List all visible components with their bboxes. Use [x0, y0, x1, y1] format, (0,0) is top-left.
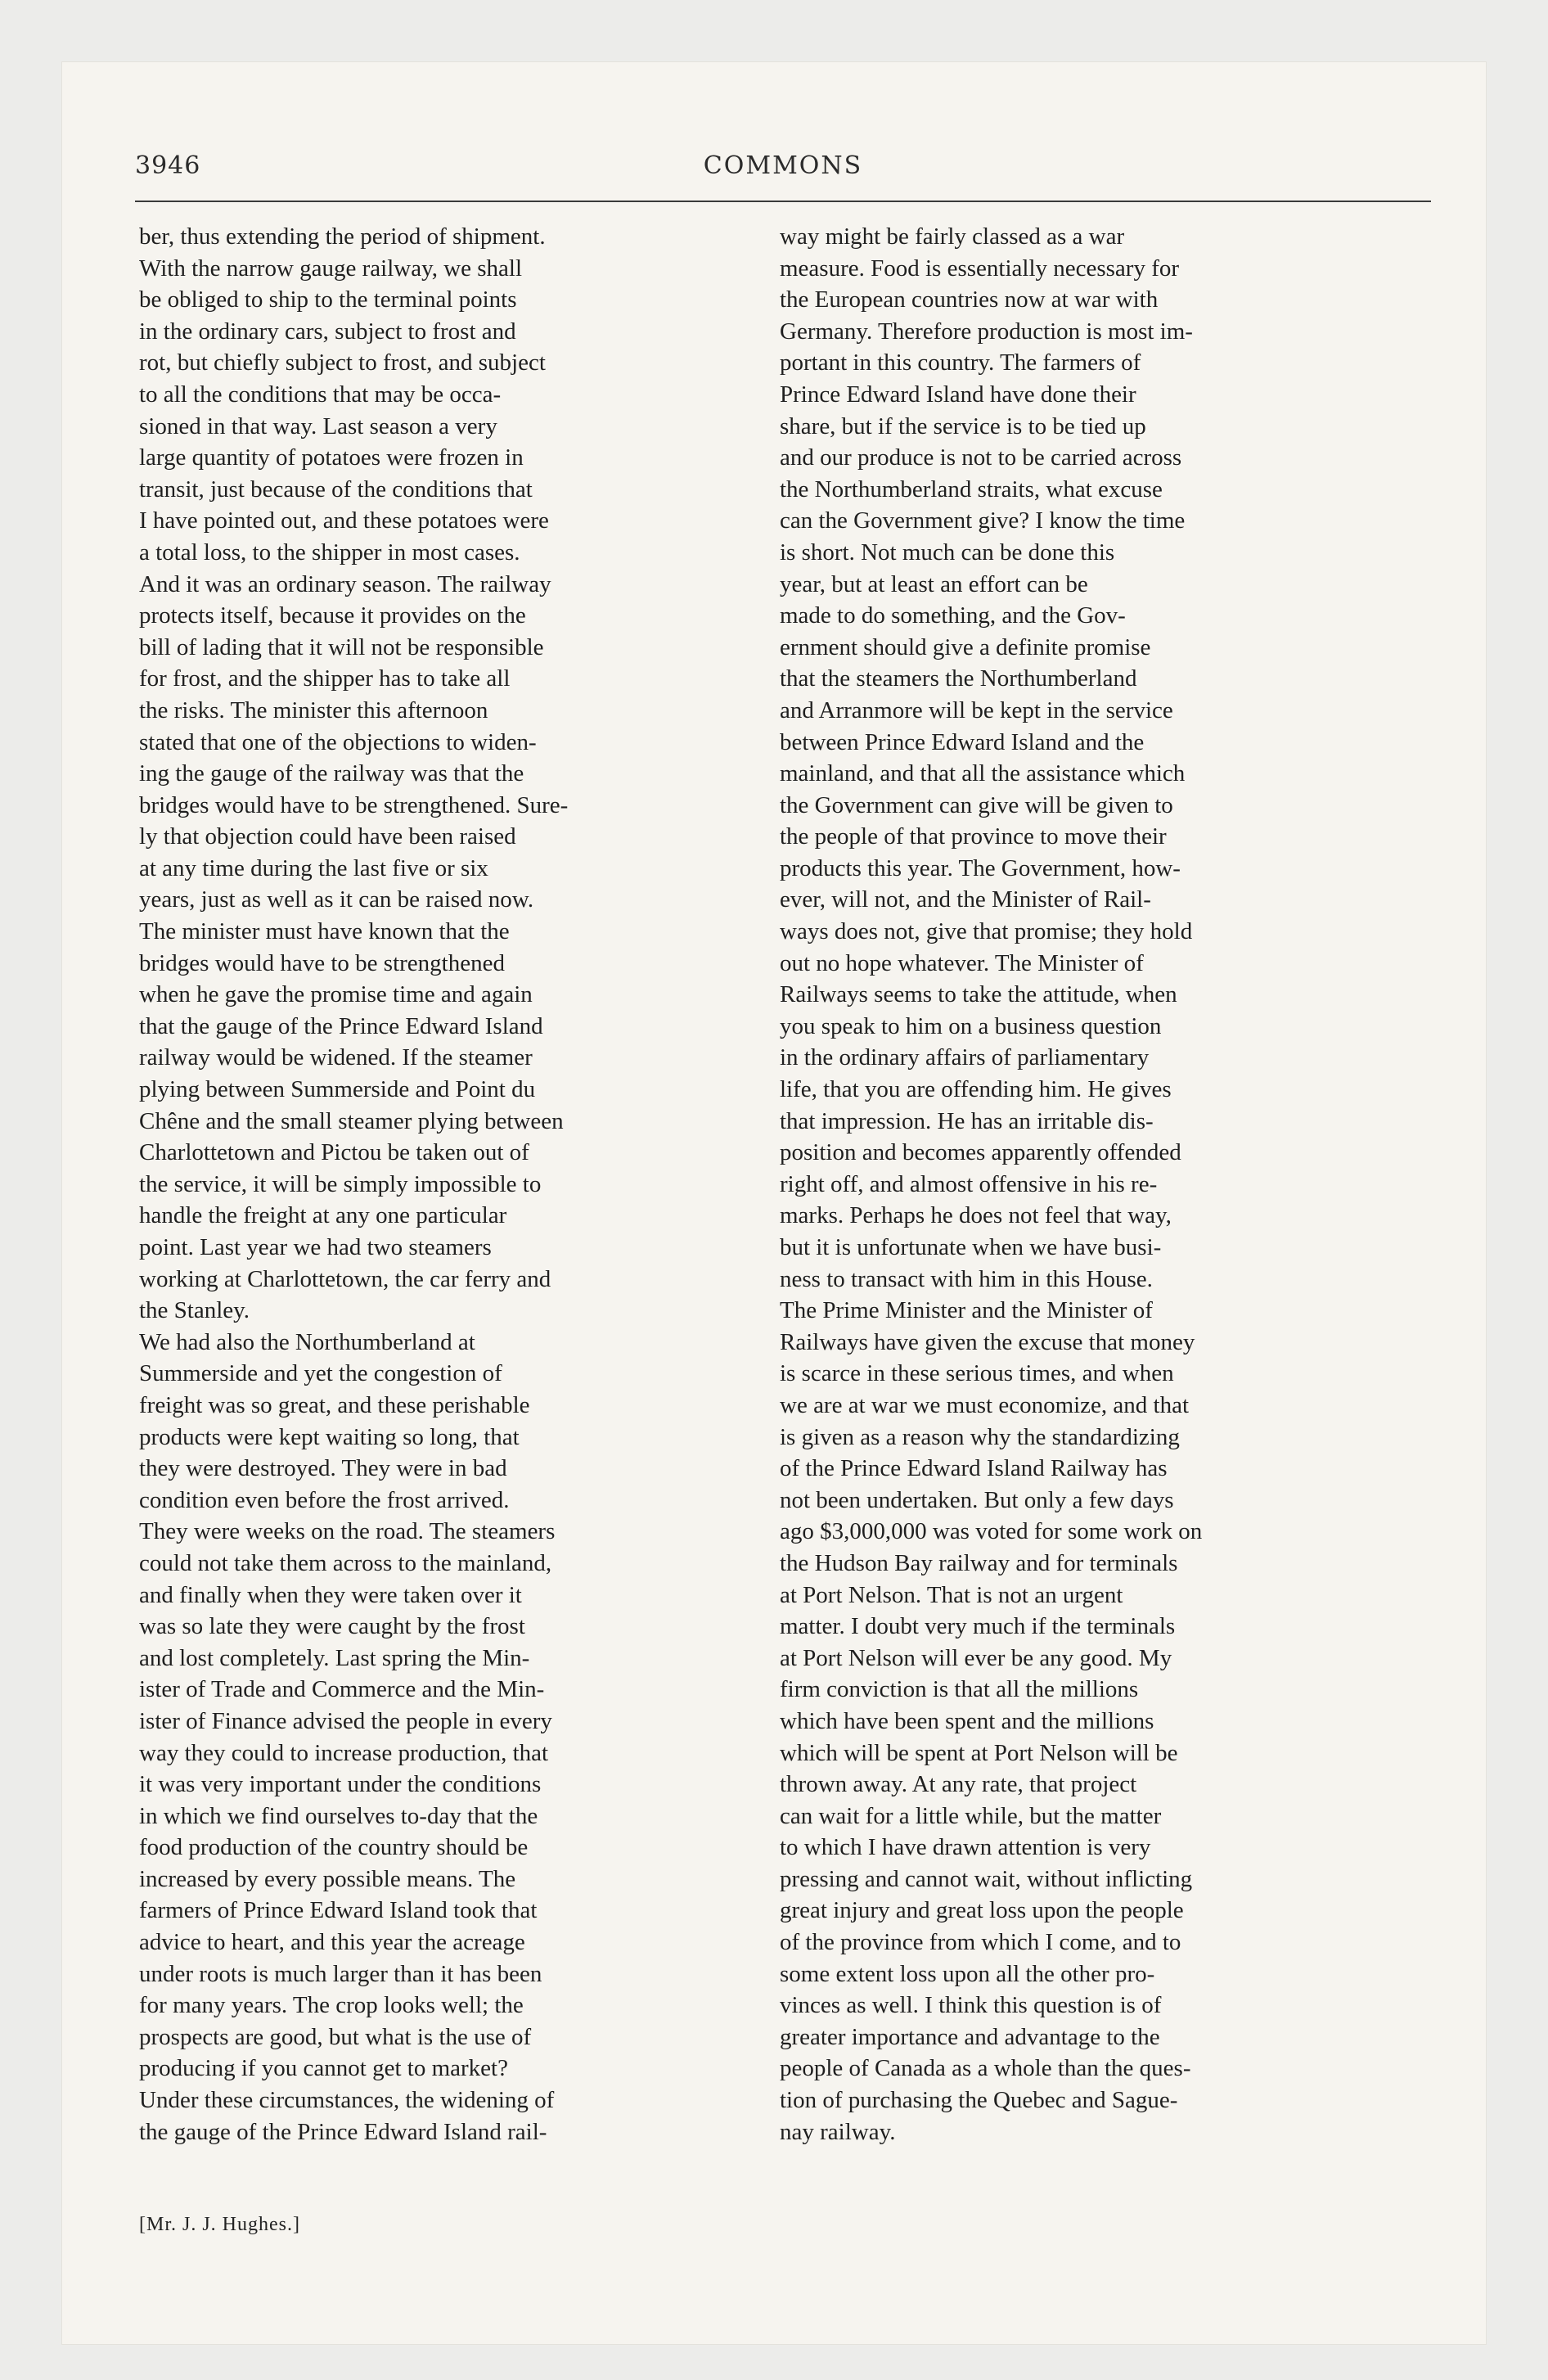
text-line: Railways seems to take the attitude, when [780, 981, 1177, 1008]
text-line: Under these circumstances, the widening of [139, 2087, 555, 2114]
text-line: Charlottetown and Pictou be taken out of [139, 1139, 529, 1166]
text-line: the Hudson Bay railway and for terminals [780, 1549, 1178, 1576]
text-line: the people of that province to move their [780, 823, 1167, 850]
text-line: was so late they were caught by the frost [139, 1613, 525, 1640]
text-line: and Arranmore will be kept in the service [780, 696, 1173, 723]
text-line: products were kept waiting so long, that [139, 1423, 520, 1450]
text-line: nay railway. [780, 2118, 896, 2145]
text-line: the gauge of the Prince Edward Island rail- [139, 2118, 547, 2145]
text-line: ever, will not, and the Minister of Rail- [780, 886, 1151, 913]
text-line: measure. Food is essentially necessary for [780, 255, 1180, 282]
text-line: that the steamers the Northumberland [780, 665, 1137, 692]
left-column [139, 221, 745, 2148]
text-line: thrown away. At any rate, that project [780, 1771, 1137, 1798]
text-line: marks. Perhaps he does not feel that way, [780, 1202, 1172, 1229]
text-line: ly that objection could have been raised [139, 823, 516, 850]
text-line: can the Government give? I know the time [780, 507, 1186, 534]
text-line: Chêne and the small steamer plying between [139, 1107, 564, 1134]
text-line: the Northumberland straits, what excuse [780, 476, 1163, 503]
text-line: share, but if the service is to be tied up [780, 412, 1146, 439]
text-line: The minister must have known that the [139, 918, 510, 945]
text-line: when he gave the promise time and again [139, 981, 533, 1008]
text-line: in the ordinary affairs of parliamentary [780, 1044, 1150, 1071]
text-line: I have pointed out, and these potatoes were [139, 507, 549, 534]
text-line: pressing and cannot wait, without inflicting [780, 1865, 1193, 1892]
text-line: a total loss, to the shipper in most cases. [139, 539, 520, 566]
text-line: at any time during the last five or six [139, 854, 488, 881]
running-title: COMMONS [703, 151, 863, 180]
text-line: could not take them across to the mainland, [139, 1549, 552, 1576]
text-line: we are at war we must economize, and that [780, 1391, 1190, 1418]
text-line: handle the freight at any one particular [139, 1202, 507, 1229]
text-line: We had also the Northumberland at [139, 1328, 475, 1355]
text-line: out no hope whatever. The Minister of [780, 949, 1144, 976]
text-line: that the gauge of the Prince Edward Island [139, 1012, 543, 1039]
text-line: And it was an ordinary season. The railway [139, 570, 551, 597]
text-line: the Government can give will be given to [780, 791, 1173, 818]
text-line: great injury and great loss upon the people [780, 1897, 1184, 1924]
text-line: transit, just because of the conditions that [139, 476, 533, 503]
text-line: they were destroyed. They were in bad [139, 1455, 507, 1482]
text-line: ness to transact with him in this House. [780, 1265, 1153, 1292]
text-line: stated that one of the objections to widen- [139, 728, 537, 755]
text-line: can wait for a little while, but the matter [780, 1802, 1162, 1829]
text-line: condition even before the frost arrived. [139, 1486, 510, 1513]
text-line: people of Canada as a whole than the ques- [780, 2055, 1191, 2082]
text-line: bill of lading that it will not be responsible [139, 633, 544, 660]
text-line: The Prime Minister and the Minister of [780, 1297, 1153, 1324]
text-line: They were weeks on the road. The steamers [139, 1518, 556, 1545]
text-line: bridges would have to be strengthened. Sure- [139, 791, 569, 818]
text-line: at Port Nelson. That is not an urgent [780, 1581, 1123, 1608]
text-line: at Port Nelson will ever be any good. My [780, 1644, 1172, 1671]
text-line: and finally when they were taken over it [139, 1581, 522, 1608]
text-line: which will be spent at Port Nelson will be [780, 1739, 1178, 1766]
text-line: to which I have drawn attention is very [780, 1834, 1151, 1861]
text-line: advice to heart, and this year the acreage [139, 1929, 525, 1956]
text-line: point. Last year we had two steamers [139, 1234, 492, 1260]
text-line: ister of Trade and Commerce and the Min- [139, 1676, 545, 1703]
text-line: prospects are good, but what is the use of [139, 2023, 532, 2050]
text-line: the European countries now at war with [780, 286, 1159, 313]
text-line: ing the gauge of the railway was that the [139, 760, 524, 787]
text-line: for many years. The crop looks well; the [139, 1992, 524, 2019]
text-line: matter. I doubt very much if the terminals [780, 1613, 1176, 1640]
text-line: firm conviction is that all the millions [780, 1676, 1139, 1703]
text-line: of the Prince Edward Island Railway has [780, 1455, 1168, 1482]
text-line: in the ordinary cars, subject to frost and [139, 318, 516, 345]
text-line: the Stanley. [139, 1297, 250, 1324]
text-line: farmers of Prince Edward Island took that [139, 1897, 538, 1924]
text-line: way they could to increase production, that [139, 1739, 549, 1766]
page [61, 61, 1487, 2345]
text-line: tion of purchasing the Quebec and Sague- [780, 2087, 1178, 2114]
text-line: year, but at least an effort can be [780, 570, 1088, 597]
text-line: greater importance and advantage to the [780, 2023, 1160, 2050]
text-line: in which we find ourselves to-day that the [139, 1802, 538, 1829]
text-line: producing if you cannot get to market? [139, 2055, 508, 2082]
text-line: plying between Summerside and Point du [139, 1076, 536, 1103]
text-line: ago $3,000,000 was voted for some work on [780, 1518, 1203, 1545]
page-number: 3946 [135, 151, 201, 180]
text-line: vinces as well. I think this question is of [780, 1992, 1162, 2019]
text-line: is given as a reason why the standardizing [780, 1423, 1180, 1450]
text-line: freight was so great, and these perishable [139, 1391, 530, 1418]
text-line: railway would be widened. If the steamer [139, 1044, 533, 1071]
text-line: the service, it will be simply impossible to [139, 1170, 542, 1197]
text-line: of the province from which I come, and to [780, 1929, 1181, 1956]
text-line: working at Charlottetown, the car ferry and [139, 1265, 551, 1292]
text-line: increased by every possible means. The [139, 1865, 516, 1892]
text-line: sioned in that way. Last season a very [139, 412, 497, 439]
right-column [780, 221, 1418, 2148]
text-line: Prince Edward Island have done their [780, 381, 1136, 408]
text-line: bridges would have to be strengthened [139, 949, 505, 976]
text-line: is short. Not much can be done this [780, 539, 1115, 566]
text-line: protects itself, because it provides on the [139, 602, 526, 629]
text-line: is scarce in these serious times, and when [780, 1360, 1174, 1387]
text-line: food production of the country should be [139, 1834, 529, 1861]
text-line: ister of Finance advised the people in every [139, 1707, 552, 1734]
text-line: and lost completely. Last spring the Min- [139, 1644, 530, 1671]
text-line: it was very important under the conditions [139, 1771, 542, 1798]
text-line: but it is unfortunate when we have busi- [780, 1234, 1162, 1260]
speaker-attribution: [Mr. J. J. Hughes.] [139, 2214, 300, 2235]
text-line: made to do something, and the Gov- [780, 602, 1126, 629]
text-line: not been undertaken. But only a few days [780, 1486, 1174, 1513]
text-line: portant in this country. The farmers of [780, 349, 1141, 376]
text-line: which have been spent and the millions [780, 1707, 1154, 1734]
text-line: products this year. The Government, how- [780, 854, 1181, 881]
page-header [135, 151, 1431, 201]
text-line: position and becomes apparently offended [780, 1139, 1181, 1166]
text-line: years, just as well as it can be raised now. [139, 886, 534, 913]
text-line: some extent loss upon all the other pro- [780, 1960, 1155, 1987]
text-line: Summerside and yet the congestion of [139, 1360, 502, 1387]
text-line: you speak to him on a business question [780, 1012, 1162, 1039]
text-line: With the narrow gauge railway, we shall [139, 255, 523, 282]
text-line: ernment should give a definite promise [780, 633, 1151, 660]
text-line: ways does not, give that promise; they hold [780, 918, 1193, 945]
text-line: right off, and almost offensive in his re- [780, 1170, 1158, 1197]
text-line: life, that you are offending him. He gives [780, 1076, 1172, 1103]
text-line: for frost, and the shipper has to take all [139, 665, 511, 692]
text-line: to all the conditions that may be occa- [139, 381, 502, 408]
text-line: mainland, and that all the assistance which [780, 760, 1186, 787]
text-line: under roots is much larger than it has been [139, 1960, 542, 1987]
text-line: and our produce is not to be carried across [780, 444, 1182, 471]
header-rule [135, 201, 1431, 202]
text-line: rot, but chiefly subject to frost, and subject [139, 349, 546, 376]
text-line: the risks. The minister this afternoon [139, 696, 488, 723]
text-line: Railways have given the excuse that money [780, 1328, 1195, 1355]
text-line: between Prince Edward Island and the [780, 728, 1145, 755]
text-line: be obliged to ship to the terminal points [139, 286, 517, 313]
text-line: Germany. Therefore production is most im- [780, 318, 1193, 345]
text-line: that impression. He has an irritable dis- [780, 1107, 1154, 1134]
text-line: way might be fairly classed as a war [780, 223, 1125, 250]
text-line: large quantity of potatoes were frozen in [139, 444, 524, 471]
text-line: ber, thus extending the period of shipment. [139, 223, 546, 250]
